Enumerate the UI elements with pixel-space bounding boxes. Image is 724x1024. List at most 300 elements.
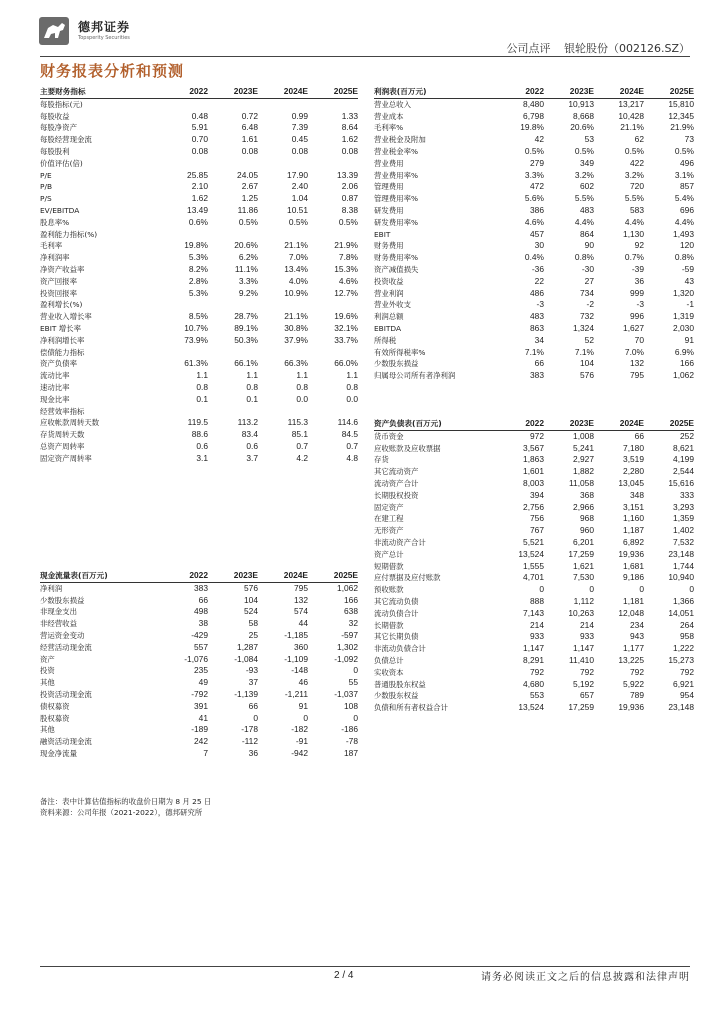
table-row bbox=[40, 158, 358, 170]
footer-divider bbox=[40, 966, 690, 967]
row-label-cell: 现金净流量 bbox=[40, 748, 77, 758]
table-row bbox=[374, 667, 694, 679]
value-cell: 483 bbox=[530, 311, 544, 322]
value-cell: 0.70 bbox=[191, 134, 208, 145]
row-label-cell: 投资 bbox=[40, 666, 55, 676]
table-row bbox=[374, 490, 694, 502]
value-cell: 58 bbox=[248, 618, 258, 629]
value-cell: -2 bbox=[586, 299, 594, 310]
value-cell: 166 bbox=[680, 358, 694, 369]
value-cell: -93 bbox=[245, 665, 258, 676]
balance-sheet-table bbox=[374, 418, 694, 714]
value-cell: 19,936 bbox=[618, 702, 644, 713]
table-header-row bbox=[374, 86, 694, 98]
year-header-cell: 2024E bbox=[594, 418, 644, 430]
year-header-cell: 2024E bbox=[258, 570, 308, 582]
value-cell: 0.8% bbox=[674, 252, 694, 263]
value-cell: 14,051 bbox=[668, 607, 694, 618]
value-cell: 0.8% bbox=[574, 252, 594, 263]
value-cell: 5,521 bbox=[523, 536, 544, 547]
value-cell bbox=[208, 158, 258, 170]
value-cell: 234 bbox=[630, 619, 644, 630]
row-label-cell: 偿债能力指标 bbox=[40, 347, 85, 357]
value-cell: 2,927 bbox=[573, 454, 594, 465]
row-label-cell: 经营效率指标 bbox=[40, 406, 85, 416]
table-row bbox=[40, 642, 358, 654]
row-label-cell: 净利润 bbox=[40, 583, 63, 593]
table-row bbox=[374, 643, 694, 655]
value-cell: 13.39 bbox=[337, 169, 358, 180]
table-row bbox=[40, 276, 358, 288]
value-cell: 6,201 bbox=[573, 536, 594, 547]
row-label-cell: 非经营收益 bbox=[40, 619, 77, 629]
table-row bbox=[40, 665, 358, 677]
value-cell: 36 bbox=[634, 275, 644, 286]
table-row bbox=[40, 606, 358, 618]
value-cell: 2,280 bbox=[623, 466, 644, 477]
row-label-cell: 净资产收益率 bbox=[40, 264, 85, 274]
value-cell: 0.08 bbox=[191, 145, 208, 156]
table-row bbox=[40, 288, 358, 300]
table-row bbox=[40, 382, 358, 394]
key-indicators-table bbox=[40, 86, 358, 465]
table-row bbox=[40, 701, 358, 713]
table-row bbox=[374, 561, 694, 573]
page-number: 2 / 4 bbox=[334, 970, 354, 981]
value-cell: 360 bbox=[294, 641, 308, 652]
value-cell: 12,048 bbox=[618, 607, 644, 618]
value-cell: 3,293 bbox=[673, 501, 694, 512]
value-cell: 30.8% bbox=[284, 322, 308, 333]
row-label-cell: 负债总计 bbox=[374, 655, 404, 665]
value-cell: 720 bbox=[630, 181, 644, 192]
value-cell: 496 bbox=[680, 157, 694, 168]
value-cell: 104 bbox=[244, 594, 258, 605]
value-cell: -942 bbox=[291, 747, 308, 758]
row-label-cell: 固定资产周转率 bbox=[40, 453, 92, 463]
row-label-cell: 股权募资 bbox=[40, 713, 70, 723]
row-label-cell: 其它流动资产 bbox=[374, 467, 419, 477]
row-label-cell: 应收帐款周转天数 bbox=[40, 418, 100, 428]
table-row bbox=[40, 335, 358, 347]
value-cell: 0.6 bbox=[246, 440, 258, 451]
table-row bbox=[40, 111, 358, 123]
value-cell: 0.6 bbox=[196, 440, 208, 451]
value-cell: 30 bbox=[534, 240, 544, 251]
value-cell: 214 bbox=[530, 619, 544, 630]
value-cell: 3.2% bbox=[624, 169, 644, 180]
value-cell: 368 bbox=[580, 489, 594, 500]
table-row bbox=[40, 582, 358, 594]
value-cell: -597 bbox=[341, 629, 358, 640]
value-cell: 132 bbox=[630, 358, 644, 369]
value-cell: 1.25 bbox=[241, 193, 258, 204]
table-header-row bbox=[40, 570, 358, 582]
value-cell: 120 bbox=[680, 240, 694, 251]
value-cell: -112 bbox=[241, 736, 258, 747]
row-label-cell: P/E bbox=[40, 170, 52, 180]
value-cell: 0.5% bbox=[624, 145, 644, 156]
value-cell: -1,092 bbox=[334, 653, 358, 664]
value-cell: 4.0% bbox=[288, 275, 308, 286]
row-label-cell: 在建工程 bbox=[374, 514, 404, 524]
table-row bbox=[374, 690, 694, 702]
value-cell: 734 bbox=[580, 287, 594, 298]
value-cell: 0.08 bbox=[341, 145, 358, 156]
value-cell: 279 bbox=[530, 157, 544, 168]
value-cell: 20.6% bbox=[234, 240, 258, 251]
row-label-cell: P/B bbox=[40, 182, 53, 192]
row-label-cell: 每股经营现金流 bbox=[40, 135, 92, 145]
value-cell: 756 bbox=[530, 513, 544, 524]
row-label-cell: 营业总收入 bbox=[374, 99, 411, 109]
value-cell: 0 bbox=[689, 584, 694, 595]
value-cell: 15,810 bbox=[668, 98, 694, 109]
value-cell: 1,319 bbox=[673, 311, 694, 322]
value-cell: 23,148 bbox=[668, 702, 694, 713]
value-cell: 11.1% bbox=[234, 263, 258, 274]
value-cell: 32.1% bbox=[334, 322, 358, 333]
row-label-cell: 营业税金及附加 bbox=[374, 135, 426, 145]
row-label-cell: 资产总计 bbox=[374, 549, 404, 559]
value-cell: 242 bbox=[194, 736, 208, 747]
value-cell: 0 bbox=[589, 584, 594, 595]
table-row bbox=[374, 264, 694, 276]
value-cell bbox=[158, 406, 208, 418]
value-cell: 15,616 bbox=[668, 477, 694, 488]
row-label-cell: 投资回报率 bbox=[40, 288, 77, 298]
value-cell: 73 bbox=[684, 134, 694, 145]
value-cell: 5.6% bbox=[524, 193, 544, 204]
value-cell bbox=[158, 158, 208, 170]
value-cell: 0.6% bbox=[188, 216, 208, 227]
value-cell: 6,921 bbox=[673, 678, 694, 689]
table-row bbox=[40, 323, 358, 335]
value-cell: -39 bbox=[631, 263, 644, 274]
table-row bbox=[374, 430, 694, 442]
year-header-cell: 2025E bbox=[308, 570, 358, 582]
value-cell: 1,320 bbox=[673, 287, 694, 298]
value-cell: 0.08 bbox=[241, 145, 258, 156]
value-cell: 0 bbox=[353, 712, 358, 723]
value-cell: 34 bbox=[534, 334, 544, 345]
value-cell bbox=[258, 406, 308, 418]
value-cell: 10,913 bbox=[568, 98, 594, 109]
value-cell: 732 bbox=[580, 311, 594, 322]
value-cell: 8,480 bbox=[523, 98, 544, 109]
value-cell: 41 bbox=[198, 712, 208, 723]
value-cell: 0.8 bbox=[196, 381, 208, 392]
table-row bbox=[40, 748, 358, 760]
value-cell: 5,192 bbox=[573, 678, 594, 689]
value-cell: 1.1 bbox=[296, 370, 308, 381]
table-row bbox=[40, 347, 358, 359]
row-label-cell: 营业税金率% bbox=[374, 146, 418, 156]
value-cell: 999 bbox=[630, 287, 644, 298]
value-cell: 383 bbox=[194, 582, 208, 593]
value-cell: 83.4 bbox=[241, 429, 258, 440]
table-row bbox=[40, 370, 358, 382]
value-cell: 0.8 bbox=[246, 381, 258, 392]
value-cell: 1,181 bbox=[623, 595, 644, 606]
row-label-cell: 债权募资 bbox=[40, 701, 70, 711]
value-cell: 20.6% bbox=[570, 122, 594, 133]
row-label-cell: 其它流动负债 bbox=[374, 596, 419, 606]
row-label-cell: 实收资本 bbox=[374, 667, 404, 677]
value-cell: 1,863 bbox=[523, 454, 544, 465]
value-cell: 8.64 bbox=[341, 122, 358, 133]
value-cell: 17,259 bbox=[568, 548, 594, 559]
table-row bbox=[40, 724, 358, 736]
value-cell bbox=[258, 347, 308, 359]
table-title-cell: 主要财务指标 bbox=[40, 86, 158, 98]
row-label-cell: 财务费用 bbox=[374, 241, 404, 251]
value-cell: 13,217 bbox=[618, 98, 644, 109]
value-cell: -3 bbox=[636, 299, 644, 310]
row-label-cell: 盈利能力指标(%) bbox=[40, 229, 98, 239]
row-label-cell: 普通股股东权益 bbox=[374, 679, 426, 689]
logo-chinese-text: 德邦证券 bbox=[78, 20, 131, 34]
row-label-cell: 每股股利 bbox=[40, 146, 70, 156]
row-label-cell: 融资活动现金流 bbox=[40, 737, 92, 747]
row-label-cell: 毛利率 bbox=[40, 241, 63, 251]
value-cell: 0 bbox=[539, 584, 544, 595]
value-cell: 1,681 bbox=[623, 560, 644, 571]
value-cell: 4.4% bbox=[574, 216, 594, 227]
table-header-row bbox=[40, 86, 358, 98]
company-name: 银轮股份（002126.SZ） bbox=[563, 42, 690, 55]
row-label-cell: 资产回报率 bbox=[40, 276, 77, 286]
table-row bbox=[374, 288, 694, 300]
table-title-cell: 资产负债表(百万元) bbox=[374, 418, 494, 430]
row-label-cell: 经营活动现金流 bbox=[40, 642, 92, 652]
value-cell: 10.7% bbox=[184, 322, 208, 333]
value-cell: 638 bbox=[344, 606, 358, 617]
table-row bbox=[374, 122, 694, 134]
table-row bbox=[40, 217, 358, 229]
value-cell bbox=[308, 347, 358, 359]
value-cell: 1,062 bbox=[673, 370, 694, 381]
value-cell: 52 bbox=[584, 334, 594, 345]
row-label-cell: 投资收益 bbox=[374, 276, 404, 286]
value-cell: 235 bbox=[194, 665, 208, 676]
table-row bbox=[374, 513, 694, 525]
value-cell: 958 bbox=[680, 631, 694, 642]
value-cell: 4.8 bbox=[346, 452, 358, 463]
value-cell: 472 bbox=[530, 181, 544, 192]
value-cell: 576 bbox=[580, 370, 594, 381]
row-label-cell: 研发费用 bbox=[374, 205, 404, 215]
value-cell: 21.9% bbox=[670, 122, 694, 133]
value-cell: 23,148 bbox=[668, 548, 694, 559]
value-cell: 524 bbox=[244, 606, 258, 617]
value-cell: 25.85 bbox=[187, 169, 208, 180]
table-row bbox=[374, 111, 694, 123]
row-label-cell: 存货 bbox=[374, 455, 389, 465]
value-cell bbox=[208, 98, 258, 110]
row-label-cell: 营业利润 bbox=[374, 288, 404, 298]
value-cell: 7 bbox=[203, 747, 208, 758]
value-cell: 4,701 bbox=[523, 572, 544, 583]
value-cell: 36 bbox=[248, 747, 258, 758]
year-header-cell: 2022 bbox=[158, 86, 208, 98]
value-cell: 21.1% bbox=[620, 122, 644, 133]
value-cell bbox=[308, 98, 358, 110]
table-row bbox=[40, 146, 358, 158]
value-cell: 857 bbox=[680, 181, 694, 192]
value-cell: -1,084 bbox=[234, 653, 258, 664]
value-cell: 0.72 bbox=[241, 110, 258, 121]
row-label-cell: 研发费用率% bbox=[374, 217, 418, 227]
value-cell: 0.5% bbox=[238, 216, 258, 227]
value-cell: 1,222 bbox=[673, 643, 694, 654]
note-source: 资料来源：公司年报（2021-2022），德邦研究所 bbox=[40, 808, 203, 817]
row-label-cell: 资产减值损失 bbox=[374, 264, 419, 274]
value-cell: 1.62 bbox=[341, 134, 358, 145]
table-row bbox=[40, 713, 358, 725]
value-cell: 0.5% bbox=[338, 216, 358, 227]
value-cell: -1,185 bbox=[284, 629, 308, 640]
value-cell: 1.62 bbox=[191, 193, 208, 204]
value-cell: 0.8 bbox=[296, 381, 308, 392]
value-cell: 114.6 bbox=[337, 417, 358, 428]
value-cell: -178 bbox=[241, 724, 258, 735]
value-cell: 5.3% bbox=[188, 287, 208, 298]
value-cell bbox=[208, 229, 258, 241]
value-cell: 13,524 bbox=[518, 548, 544, 559]
value-cell: -1,076 bbox=[184, 653, 208, 664]
year-header-cell: 2022 bbox=[158, 570, 208, 582]
value-cell: -1,139 bbox=[234, 688, 258, 699]
value-cell: 7,143 bbox=[523, 607, 544, 618]
value-cell: 2,756 bbox=[523, 501, 544, 512]
table-row bbox=[374, 134, 694, 146]
value-cell: 383 bbox=[530, 370, 544, 381]
logo-english-text: Topsperity Securities bbox=[78, 35, 130, 41]
row-label-cell: 现金比率 bbox=[40, 394, 70, 404]
value-cell: 61.3% bbox=[184, 358, 208, 369]
value-cell: 7.0% bbox=[624, 346, 644, 357]
table-row bbox=[374, 549, 694, 561]
table-row bbox=[374, 584, 694, 596]
table-row bbox=[40, 229, 358, 241]
value-cell: 1.61 bbox=[241, 134, 258, 145]
row-label-cell: 每股收益 bbox=[40, 111, 70, 121]
row-label-cell: 营业收入增长率 bbox=[40, 312, 92, 322]
value-cell: 3.1% bbox=[674, 169, 694, 180]
table-row bbox=[374, 205, 694, 217]
value-cell: 19.8% bbox=[184, 240, 208, 251]
value-cell: 17.90 bbox=[287, 169, 308, 180]
row-label-cell: 非现金支出 bbox=[40, 607, 77, 617]
value-cell: 4.2 bbox=[296, 452, 308, 463]
value-cell: 92 bbox=[634, 240, 644, 251]
table-row bbox=[40, 689, 358, 701]
value-cell: 3.3% bbox=[238, 275, 258, 286]
value-cell: 2.67 bbox=[241, 181, 258, 192]
value-cell: 28.7% bbox=[234, 311, 258, 322]
value-cell: 15.3% bbox=[334, 263, 358, 274]
value-cell: 62 bbox=[634, 134, 644, 145]
header-divider bbox=[40, 56, 690, 57]
row-label-cell: 负债和所有者权益合计 bbox=[374, 703, 448, 713]
value-cell: 10,940 bbox=[668, 572, 694, 583]
year-header-cell: 2023E bbox=[544, 86, 594, 98]
value-cell: -91 bbox=[295, 736, 308, 747]
value-cell: 33.7% bbox=[334, 334, 358, 345]
value-cell: 13.4% bbox=[284, 263, 308, 274]
row-label-cell: EBIT bbox=[374, 229, 391, 239]
value-cell: 1,627 bbox=[623, 322, 644, 333]
row-label-cell: 归属母公司所有者净利润 bbox=[374, 371, 456, 381]
value-cell: 3.3% bbox=[524, 169, 544, 180]
row-label-cell: 资产负债率 bbox=[40, 359, 77, 369]
value-cell: 4.6% bbox=[524, 216, 544, 227]
value-cell: 7,530 bbox=[573, 572, 594, 583]
value-cell: 104 bbox=[580, 358, 594, 369]
value-cell: 19.6% bbox=[334, 311, 358, 322]
value-cell: 1,324 bbox=[573, 322, 594, 333]
row-label-cell: 财务费用率% bbox=[374, 253, 418, 263]
table-row bbox=[374, 620, 694, 632]
row-label-cell: 毛利率% bbox=[374, 123, 404, 133]
value-cell: 13,045 bbox=[618, 477, 644, 488]
value-cell: 792 bbox=[530, 666, 544, 677]
value-cell: 3.7 bbox=[246, 452, 258, 463]
table-row bbox=[374, 240, 694, 252]
row-label-cell: 盈利增长(%) bbox=[40, 300, 83, 310]
value-cell: 5.5% bbox=[624, 193, 644, 204]
value-cell: 789 bbox=[630, 690, 644, 701]
value-cell bbox=[258, 229, 308, 241]
table-row bbox=[40, 311, 358, 323]
value-cell: 583 bbox=[630, 204, 644, 215]
row-label-cell: 非流动负债合计 bbox=[374, 644, 426, 654]
value-cell: 166 bbox=[344, 594, 358, 605]
value-cell: 2,544 bbox=[673, 466, 694, 477]
row-label-cell: 资产 bbox=[40, 654, 55, 664]
value-cell: 91 bbox=[298, 700, 308, 711]
value-cell: 15,273 bbox=[668, 654, 694, 665]
value-cell: 1,008 bbox=[573, 430, 594, 441]
value-cell: 792 bbox=[630, 666, 644, 677]
bull-logo-icon bbox=[38, 14, 72, 48]
value-cell: 9.2% bbox=[238, 287, 258, 298]
row-label-cell: 净利润增长率 bbox=[40, 335, 85, 345]
table-row bbox=[40, 453, 358, 465]
value-cell: 84.5 bbox=[341, 429, 358, 440]
value-cell: 0.7 bbox=[346, 440, 358, 451]
value-cell: 5,241 bbox=[573, 442, 594, 453]
value-cell: 0.0 bbox=[296, 393, 308, 404]
table-row bbox=[374, 631, 694, 643]
value-cell: 0.5% bbox=[524, 145, 544, 156]
value-cell bbox=[208, 406, 258, 418]
value-cell: 91 bbox=[684, 334, 694, 345]
value-cell: 792 bbox=[580, 666, 594, 677]
table-row bbox=[374, 502, 694, 514]
value-cell: 2.40 bbox=[291, 181, 308, 192]
value-cell: 32 bbox=[348, 618, 358, 629]
value-cell: 1,744 bbox=[673, 560, 694, 571]
value-cell: 21.1% bbox=[284, 240, 308, 251]
year-header-cell: 2024E bbox=[258, 86, 308, 98]
value-cell: 7.0% bbox=[288, 252, 308, 263]
year-header-cell: 2022 bbox=[494, 86, 544, 98]
value-cell: 85.1 bbox=[291, 429, 308, 440]
row-label-cell: 管理费用 bbox=[374, 182, 404, 192]
value-cell: 21.9% bbox=[334, 240, 358, 251]
